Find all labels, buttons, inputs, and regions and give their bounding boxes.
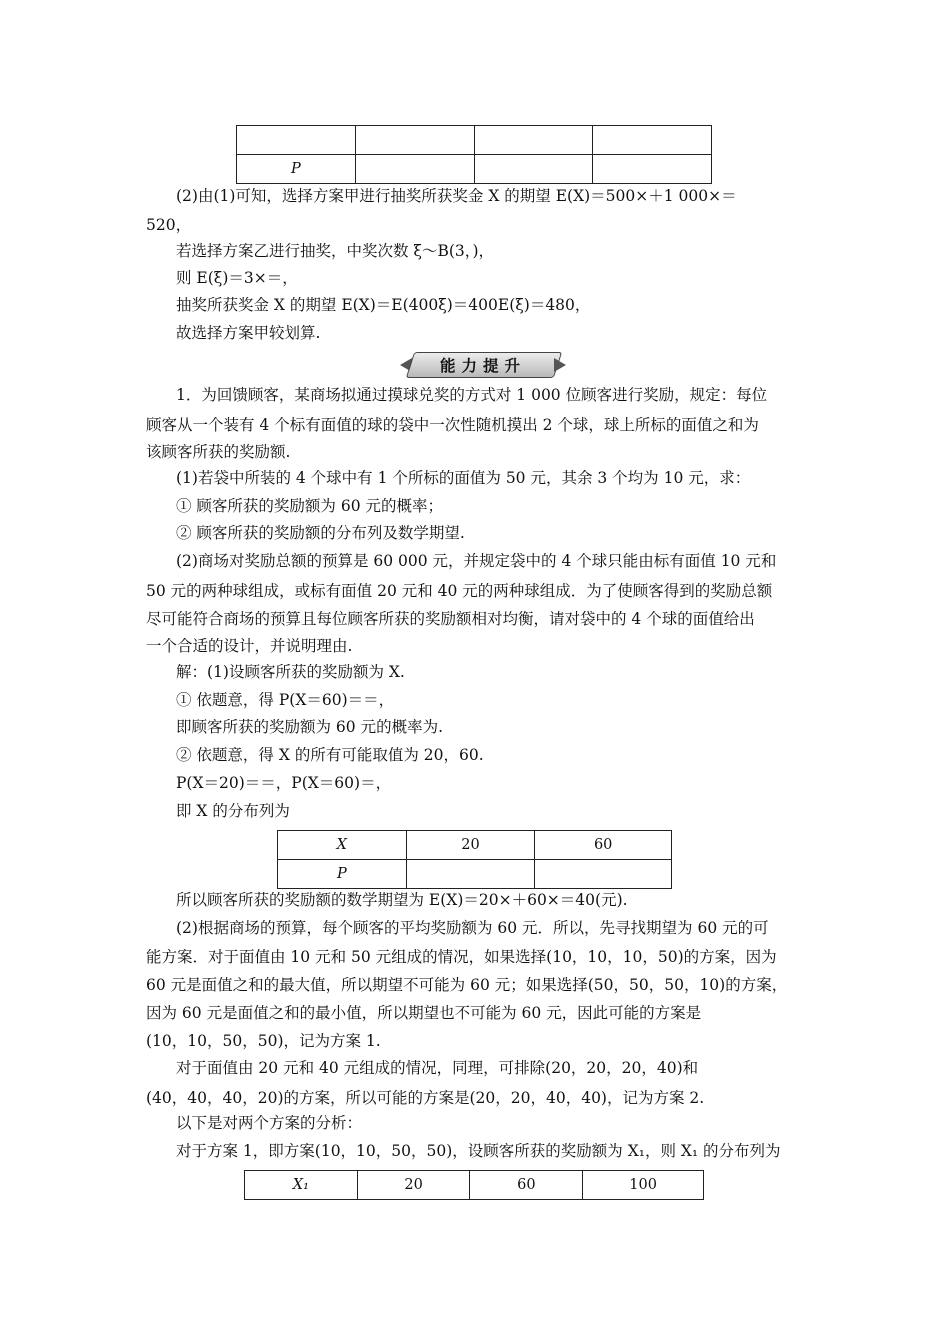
text-line: 该顾客所获的奖励额. xyxy=(146,443,291,461)
table-row xyxy=(245,1171,704,1200)
table-cell xyxy=(355,155,474,184)
text-line: ② 依题意，得 X 的所有可能取值为 20，60. xyxy=(176,746,484,764)
text-line: 则 E(ξ)＝3×＝， xyxy=(176,269,298,287)
table-cell xyxy=(474,126,593,155)
table-row xyxy=(237,155,712,184)
text-line: (2)商场对奖励总额的预算是 60 000 元，并规定袋中的 4 个球只能由标有面值 10 元和 xyxy=(176,552,777,570)
table-row xyxy=(237,126,712,155)
text-line: ② 顾客所获的奖励额的分布列及数学期望. xyxy=(176,524,465,542)
table-row xyxy=(278,860,672,889)
text-line: 因为 60 元是面值之和的最小值，所以期望也不可能为 60 元，因此可能的方案是 xyxy=(146,1004,702,1022)
text-line: P(X＝20)＝＝，P(X＝60)＝， xyxy=(176,774,392,792)
distribution-table-x xyxy=(277,830,672,889)
table-cell xyxy=(474,155,593,184)
table-cell: P xyxy=(278,860,407,889)
text-line: 1．为回馈顾客，某商场拟通过摸球兑奖的方式对 1 000 位顾客进行奖励，规定：每位 xyxy=(176,386,768,404)
table-cell: 20 xyxy=(406,831,535,860)
section-title: 能力提升 xyxy=(439,357,526,375)
text-line: 顾客从一个装有 4 个标有面值的球的袋中一次性随机摸出 2 个球，球上所标的面值之和为 xyxy=(146,416,759,434)
table-cell: 20 xyxy=(357,1171,470,1200)
table-cell xyxy=(237,126,356,155)
text-line: 以下是对两个方案的分析： xyxy=(176,1114,363,1132)
text-line: 抽奖所获奖金 X 的期望 E(X)＝E(400ξ)＝400E(ξ)＝480， xyxy=(176,296,591,314)
table-cell: X xyxy=(278,831,407,860)
table-cell: P xyxy=(237,155,356,184)
table-cell: 60 xyxy=(535,831,672,860)
text-line: 尽可能符合商场的预算且每位顾客所获的奖励额相对均衡，请对袋中的 4 个球的面值给出 xyxy=(146,610,755,628)
text-line: 对于面值由 20 元和 40 元组成的情况，同理，可排除(20，20，20，40)和 xyxy=(176,1059,699,1077)
table-cell xyxy=(593,155,712,184)
table-cell xyxy=(355,126,474,155)
table-cell xyxy=(593,126,712,155)
top-table xyxy=(236,125,712,184)
text-line: 能方案．对于面值由 10 元和 50 元组成的情况，如果选择(10，10，10，50)的方案，因为 xyxy=(146,948,777,966)
text-line: ① 顾客所获的奖励额为 60 元的概率； xyxy=(176,497,444,515)
table-cell xyxy=(406,860,535,889)
table-row xyxy=(278,831,672,860)
text-line: 解：(1)设顾客所获的奖励额为 X. xyxy=(176,663,405,681)
text-line: 即顾客所获的奖励额为 60 元的概率为. xyxy=(176,718,444,736)
text-line: 所以顾客所获的奖励额的数学期望为 E(X)＝20×＋60×＝40(元). xyxy=(176,891,628,909)
text-line: 对于方案 1，即方案(10，10，50，50)，设顾客所获的奖励额为 X₁，则 X₁ 的分布列为 xyxy=(176,1142,781,1160)
text-line: (2)根据商场的预算，每个顾客的平均奖励额为 60 元．所以，先寻找期望为 60 元的可 xyxy=(176,919,769,937)
text-line: (40，40，40，20)的方案，所以可能的方案是(20，20，40，40)，记为方案 2. xyxy=(146,1089,705,1107)
table-cell: 60 xyxy=(470,1171,583,1200)
distribution-table-x1 xyxy=(244,1170,704,1200)
text-line: 即 X 的分布列为 xyxy=(176,802,290,820)
table-cell: X₁ xyxy=(245,1171,358,1200)
text-line: (2)由(1)可知，选择方案甲进行抽奖所获奖金 X 的期望 E(X)＝500×＋1 000×＝ xyxy=(176,187,737,205)
text-line: 若选择方案乙进行抽奖，中奖次数 ξ～B(3，)， xyxy=(176,242,495,260)
section-banner xyxy=(398,350,568,380)
text-line: 一个合适的设计，并说明理由. xyxy=(146,637,353,655)
text-line: 520， xyxy=(146,216,192,234)
text-line: 故选择方案甲较划算. xyxy=(176,324,321,342)
text-line: ① 依题意，得 P(X＝60)＝＝， xyxy=(176,691,395,709)
table-cell xyxy=(535,860,672,889)
text-line: (1)若袋中所装的 4 个球中有 1 个所标的面值为 50 元，其余 3 个均为 10 元，求： xyxy=(176,469,751,487)
text-line: 50 元的两种球组成，或标有面值 20 元和 40 元的两种球组成．为了使顾客得到的奖励总额 xyxy=(146,582,773,600)
text-line: (10，10，50，50)，记为方案 1. xyxy=(146,1032,381,1050)
text-line: 60 元是面值之和的最大值，所以期望不可能为 60 元；如果选择(50，50，50，10)的方案， xyxy=(146,976,788,994)
table-cell: 100 xyxy=(583,1171,704,1200)
